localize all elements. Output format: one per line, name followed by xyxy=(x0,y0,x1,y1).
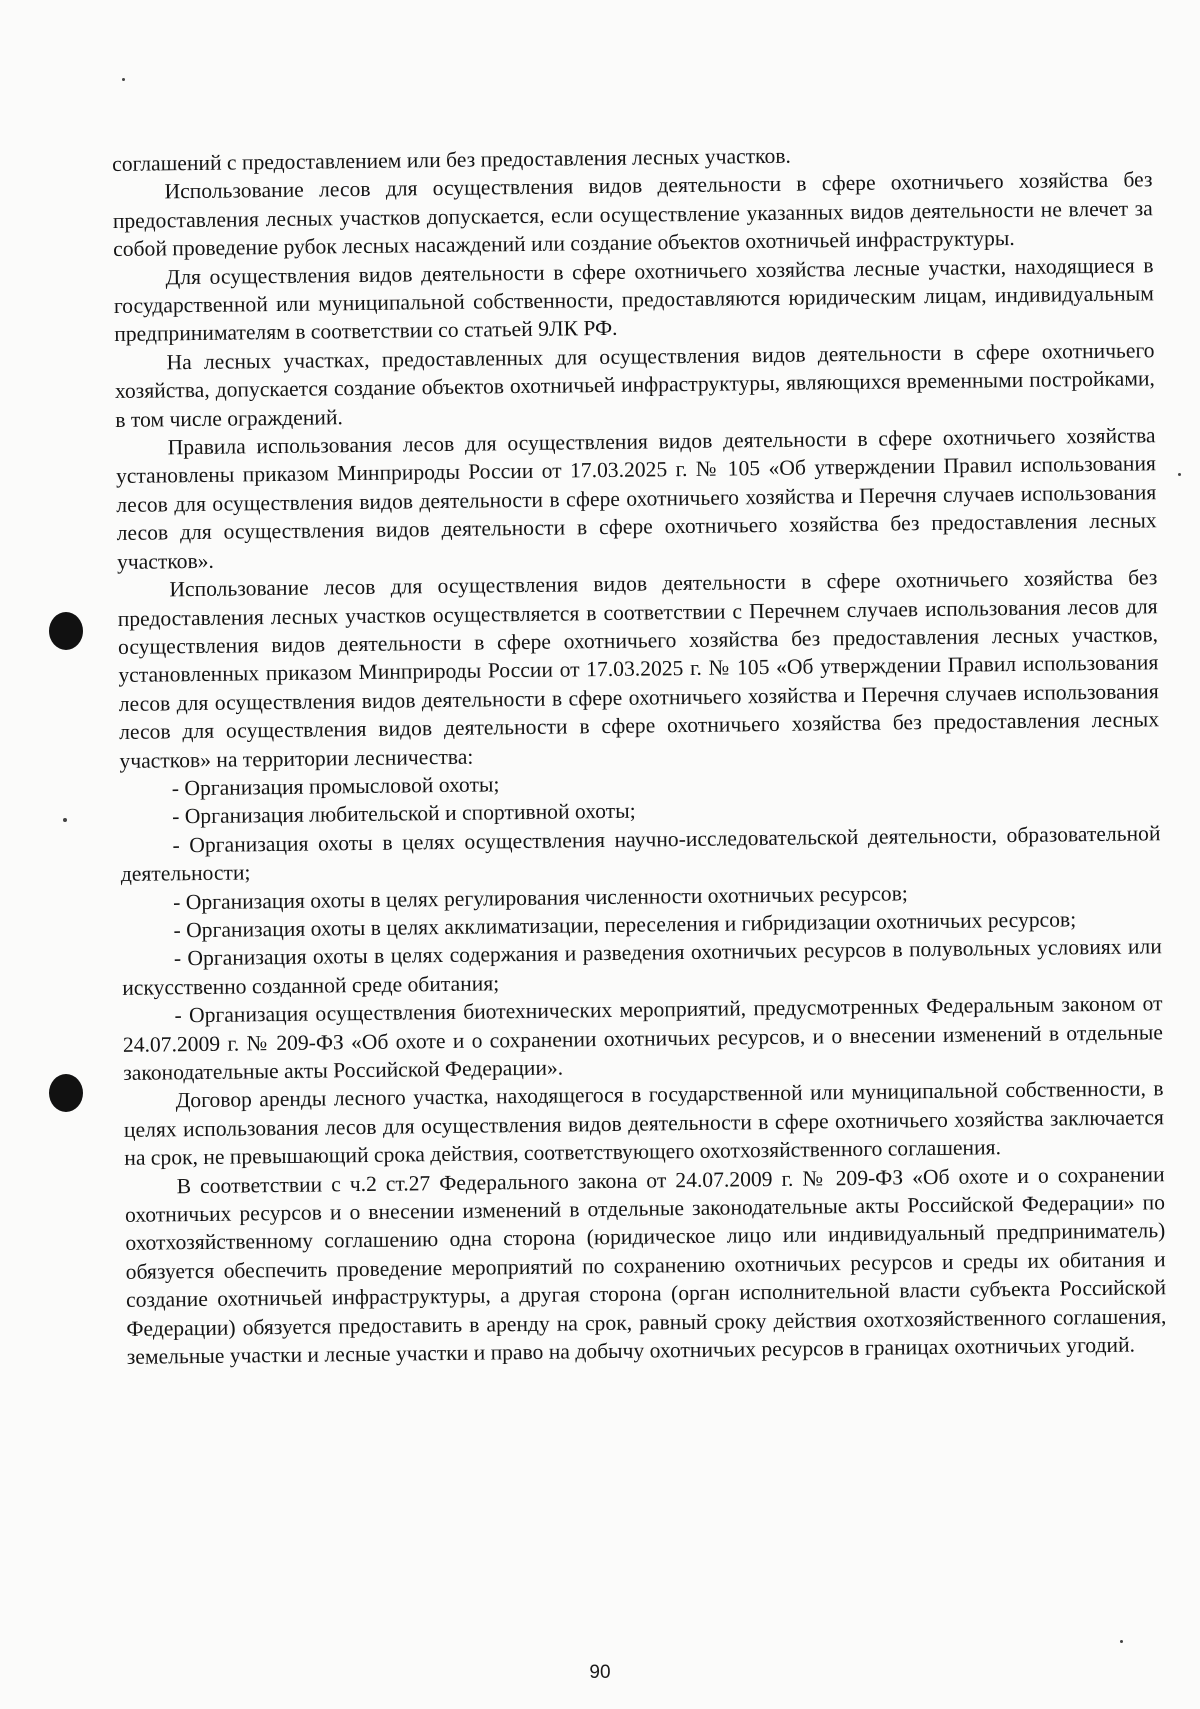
scan-speck xyxy=(122,78,125,81)
punch-hole-icon xyxy=(49,1074,83,1112)
paragraph: Использование лесов для осуществления видов деятельности в сфере охотничьего хозяйства без предоставления лесных участков допускается, если осуществление указанных видов деятельности не влечет за собой проведение рубок лесных насаждений или создание объектов охотничьей инфраструктуры. xyxy=(112,167,1153,262)
page-number: 90 xyxy=(589,1662,611,1683)
list-item: - Организация охоты в целях регулирования численности охотничьих ресурсов; xyxy=(173,880,908,914)
document-body xyxy=(112,137,1167,1371)
paragraph: Договор аренды лесного участка, находящегося в государственной или муниципальной собственности, в целях использования лесов для осуществления видов деятельности в сфере охотничьего хозяйства заключается на срок, не превышающий срока действия, соответствующего охотхозяйственного соглашения. xyxy=(123,1076,1165,1171)
scan-speck xyxy=(63,818,67,822)
paragraph: Использование лесов для осуществления видов деятельности в сфере охотничьего хозяйства без предоставления лесных участков осуществляется в соответствии с Перечнем случаев использования лесов для осуществления видов деятельности в сфере охотничьего хозяйства без предоставления лесных участков, установленных приказом Минприроды России от 17.03.2025 г. № 105 «Об утверждении Правил использования лесов для осуществления видов деятельности в сфере охотничьего хозяйства и Перечня случаев использования лесов для осуществления видов деятельности в сфере охотничьего хозяйства без предоставления лесных участков» на территории лесничества: xyxy=(117,565,1160,773)
list-item: - Организация охоты в целях осуществления научно-исследовательской деятельности, образовательной деятельности; xyxy=(120,820,1161,887)
paragraph-continuation: соглашений с предоставлением или без предоставления лесных участков. xyxy=(112,143,792,176)
list-item: - Организация охоты в целях акклиматизации, переселения и гибридизации охотничьих ресурсов; xyxy=(173,907,1077,943)
paragraph: Для осуществления видов деятельности в сфере охотничьего хозяйства лесные участки, находящиеся в государственной или муниципальной собственности, предоставляются юридическим лицам, индивидуальным предпринимателям в соответствии со статьей 9ЛК РФ. xyxy=(113,252,1154,347)
list-item: - Организация осуществления биотехнических мероприятий, предусмотренных Федеральным законом от 24.07.2009 г. № 209-ФЗ «Об охоте и о сохранении охотничьих ресурсов, и о внесении изменений в отдельные законодательные акты Российской Федерации». xyxy=(122,991,1163,1085)
scan-speck xyxy=(1178,473,1181,476)
paragraph: В соответствии с ч.2 ст.27 Федерального закона от 24.07.2009 г. № 209-ФЗ «Об охоте и о сохранении охотничьих ресурсов и о внесении изменений в отдельные законодательные акты Российской Федерации» по охотхозяйственному соглашению одна сторона (юридическое лицо или индивидуальный предприниматель) обязуется обеспечить проведение мероприятий по сохранению охотничьих ресурсов и среды их обитания и создание охотничьей инфраструктуры, а другая сторона (орган исполнительной власти субъекта Российской Федерации) обязуется предоставить в аренду на срок, равный сроку действия охотхозяйственного соглашения, земельные участки и лесные участки и право на добычу охотничьих ресурсов в границах охотничьих угодий. xyxy=(124,1161,1167,1369)
punch-hole-icon xyxy=(49,612,83,650)
scan-speck xyxy=(1120,1640,1123,1643)
list-item: - Организация любительской и спортивной охоты; xyxy=(172,798,636,829)
paragraph: На лесных участках, предоставленных для осуществления видов деятельности в сфере охотничьего хозяйства, допускается создание объектов охотничьей инфраструктуры, являющихся временными постройками, в том числе ограждений. xyxy=(114,338,1156,432)
list-item: - Организация промысловой охоты; xyxy=(171,772,500,801)
list-item: - Организация охоты в целях содержания и разведения охотничьих ресурсов в полувольных условиях или искусственно созданной среде обитания; xyxy=(122,934,1162,1000)
paragraph: Правила использования лесов для осуществления видов деятельности в сфере охотничьего хозяйства установлены приказом Минприроды России от 17.03.2025 г. № 105 «Об утверждении Правил использования лесов для осуществления видов деятельности в сфере охотничьего хозяйства и Перечня случаев использования лесов для осуществления видов деятельности в сфере охотничьего хозяйства без предоставления лесных участков». xyxy=(115,423,1157,574)
